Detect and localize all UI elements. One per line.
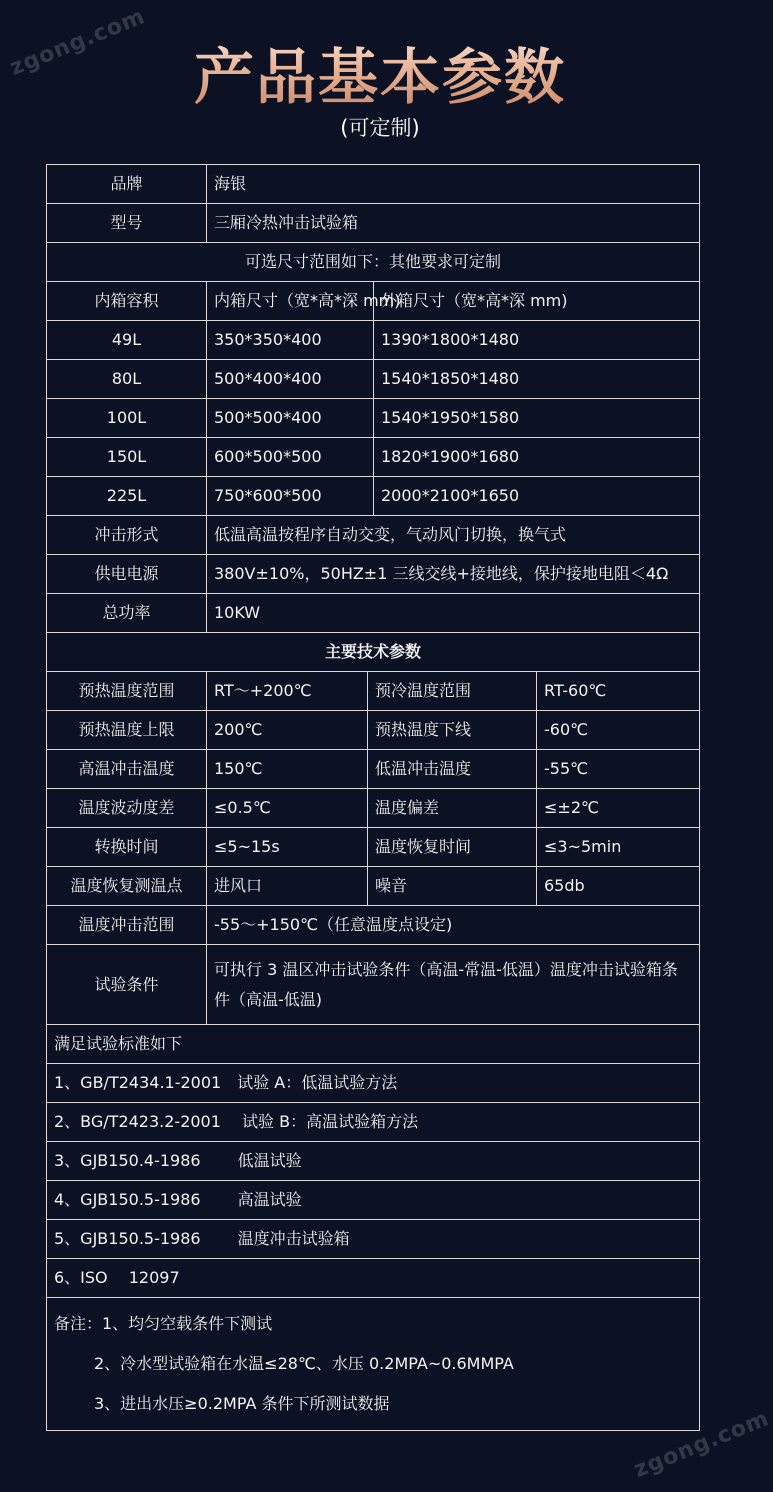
size-inner: 500*400*400	[207, 360, 374, 399]
power-supply-label: 供电电源	[47, 555, 207, 594]
table-row	[47, 1064, 700, 1103]
tech-label: 温度恢复时间	[368, 828, 537, 867]
table-row	[47, 1142, 700, 1181]
test-conditions-label: 试验条件	[47, 945, 207, 1025]
brand-label: 品牌	[47, 165, 207, 204]
size-inner: 600*500*500	[207, 438, 374, 477]
note-line: 备注：1、均匀空载条件下测试	[54, 1314, 273, 1333]
size-outer: 1540*1850*1480	[374, 360, 700, 399]
size-header-inner: 内箱尺寸（宽*高*深 mm)	[207, 282, 374, 321]
table-row	[47, 438, 700, 477]
size-inner: 350*350*400	[207, 321, 374, 360]
impact-range-value: -55～+150℃（任意温度点设定)	[207, 906, 700, 945]
impact-range-label: 温度冲击范围	[47, 906, 207, 945]
table-row	[47, 1103, 700, 1142]
size-header-volume: 内箱容积	[47, 282, 207, 321]
tech-value: RT-60℃	[537, 672, 700, 711]
size-outer: 1390*1800*1480	[374, 321, 700, 360]
table-row	[47, 711, 700, 750]
table-row	[47, 1220, 700, 1259]
tech-value: ≤5~15s	[207, 828, 368, 867]
table-row	[47, 1259, 700, 1298]
tech-value: 200℃	[207, 711, 368, 750]
table-row	[47, 906, 700, 945]
tech-value: -60℃	[537, 711, 700, 750]
size-header-row	[47, 282, 700, 321]
note-line: 3、进出水压≥0.2MPA 条件下所测试数据	[94, 1394, 390, 1413]
impact-form-label: 冲击形式	[47, 516, 207, 555]
total-power-value: 10KW	[207, 594, 700, 633]
brand-value: 海银	[207, 165, 700, 204]
size-volume: 225L	[47, 477, 207, 516]
size-inner: 750*600*500	[207, 477, 374, 516]
tech-label: 温度恢复测温点	[47, 867, 207, 906]
model-value: 三厢冷热冲击试验箱	[207, 204, 700, 243]
table-row	[47, 555, 700, 594]
tech-label: 温度偏差	[368, 789, 537, 828]
watermark-bottom: zgong.com	[630, 1406, 773, 1483]
tech-heading: 主要技术参数	[47, 633, 700, 672]
tech-value: 进风口	[207, 867, 368, 906]
table-row	[47, 1298, 700, 1431]
table-row	[47, 516, 700, 555]
total-power-label: 总功率	[47, 594, 207, 633]
size-outer: 1820*1900*1680	[374, 438, 700, 477]
size-header-outer: 外箱尺寸（宽*高*深 mm)	[374, 282, 700, 321]
table-row	[47, 165, 700, 204]
tech-label: 预热温度范围	[47, 672, 207, 711]
tech-value: 150℃	[207, 750, 368, 789]
table-row	[47, 399, 700, 438]
size-volume: 100L	[47, 399, 207, 438]
tech-label: 噪音	[368, 867, 537, 906]
tech-value: 65db	[537, 867, 700, 906]
impact-form-value: 低温高温按程序自动交变，气动风门切换，换气式	[207, 516, 700, 555]
spec-table	[46, 164, 700, 1431]
table-row	[47, 828, 700, 867]
table-row	[47, 243, 700, 282]
table-row	[47, 477, 700, 516]
size-outer: 1540*1950*1580	[374, 399, 700, 438]
size-inner: 500*500*400	[207, 399, 374, 438]
table-row	[47, 321, 700, 360]
standard-item: 2、BG/T2423.2-2001 试验 B：高温试验箱方法	[47, 1103, 700, 1142]
tech-label: 温度波动度差	[47, 789, 207, 828]
note-line: 2、冷水型试验箱在水温≤28℃、水压 0.2MPA~0.6MMPA	[94, 1354, 514, 1373]
standard-item: 4、GJB150.5-1986 高温试验	[47, 1181, 700, 1220]
size-volume: 150L	[47, 438, 207, 477]
test-conditions-value: 可执行 3 温区冲击试验条件（高温-常温-低温）温度冲击试验箱条件（高温-低温)	[207, 945, 700, 1025]
tech-label: 预热温度下线	[368, 711, 537, 750]
table-row	[47, 867, 700, 906]
table-row	[47, 750, 700, 789]
table-row	[47, 789, 700, 828]
tech-value: -55℃	[537, 750, 700, 789]
table-row	[47, 360, 700, 399]
page-title: 产品基本参数	[0, 30, 760, 116]
table-row	[47, 672, 700, 711]
tech-label: 预冷温度范围	[368, 672, 537, 711]
table-row	[47, 204, 700, 243]
notes-cell	[47, 1298, 700, 1431]
table-row	[47, 594, 700, 633]
size-outer: 2000*2100*1650	[374, 477, 700, 516]
standard-item: 5、GJB150.5-1986 温度冲击试验箱	[47, 1220, 700, 1259]
standard-item: 3、GJB150.4-1986 低温试验	[47, 1142, 700, 1181]
size-volume: 49L	[47, 321, 207, 360]
size-volume: 80L	[47, 360, 207, 399]
table-row	[47, 633, 700, 672]
table-row	[47, 1025, 700, 1064]
standards-heading: 满足试验标准如下	[47, 1025, 700, 1064]
tech-label: 转换时间	[47, 828, 207, 867]
power-supply-value: 380V±10%，50HZ±1 三线交线+接地线，保护接地电阻＜4Ω	[207, 555, 700, 594]
standard-item: 1、GB/T2434.1-2001 试验 A：低温试验方法	[47, 1064, 700, 1103]
standard-item: 6、ISO 12097	[47, 1259, 700, 1298]
tech-value: ≤3~5min	[537, 828, 700, 867]
table-row	[47, 1181, 700, 1220]
model-label: 型号	[47, 204, 207, 243]
tech-label: 低温冲击温度	[368, 750, 537, 789]
tech-value: ≤0.5℃	[207, 789, 368, 828]
tech-label: 高温冲击温度	[47, 750, 207, 789]
tech-label: 预热温度上限	[47, 711, 207, 750]
tech-value: ≤±2℃	[537, 789, 700, 828]
page-subtitle: (可定制)	[340, 116, 420, 140]
tech-value: RT～+200℃	[207, 672, 368, 711]
table-row	[47, 945, 700, 1025]
size-range-note: 可选尺寸范围如下：其他要求可定制	[47, 243, 700, 282]
